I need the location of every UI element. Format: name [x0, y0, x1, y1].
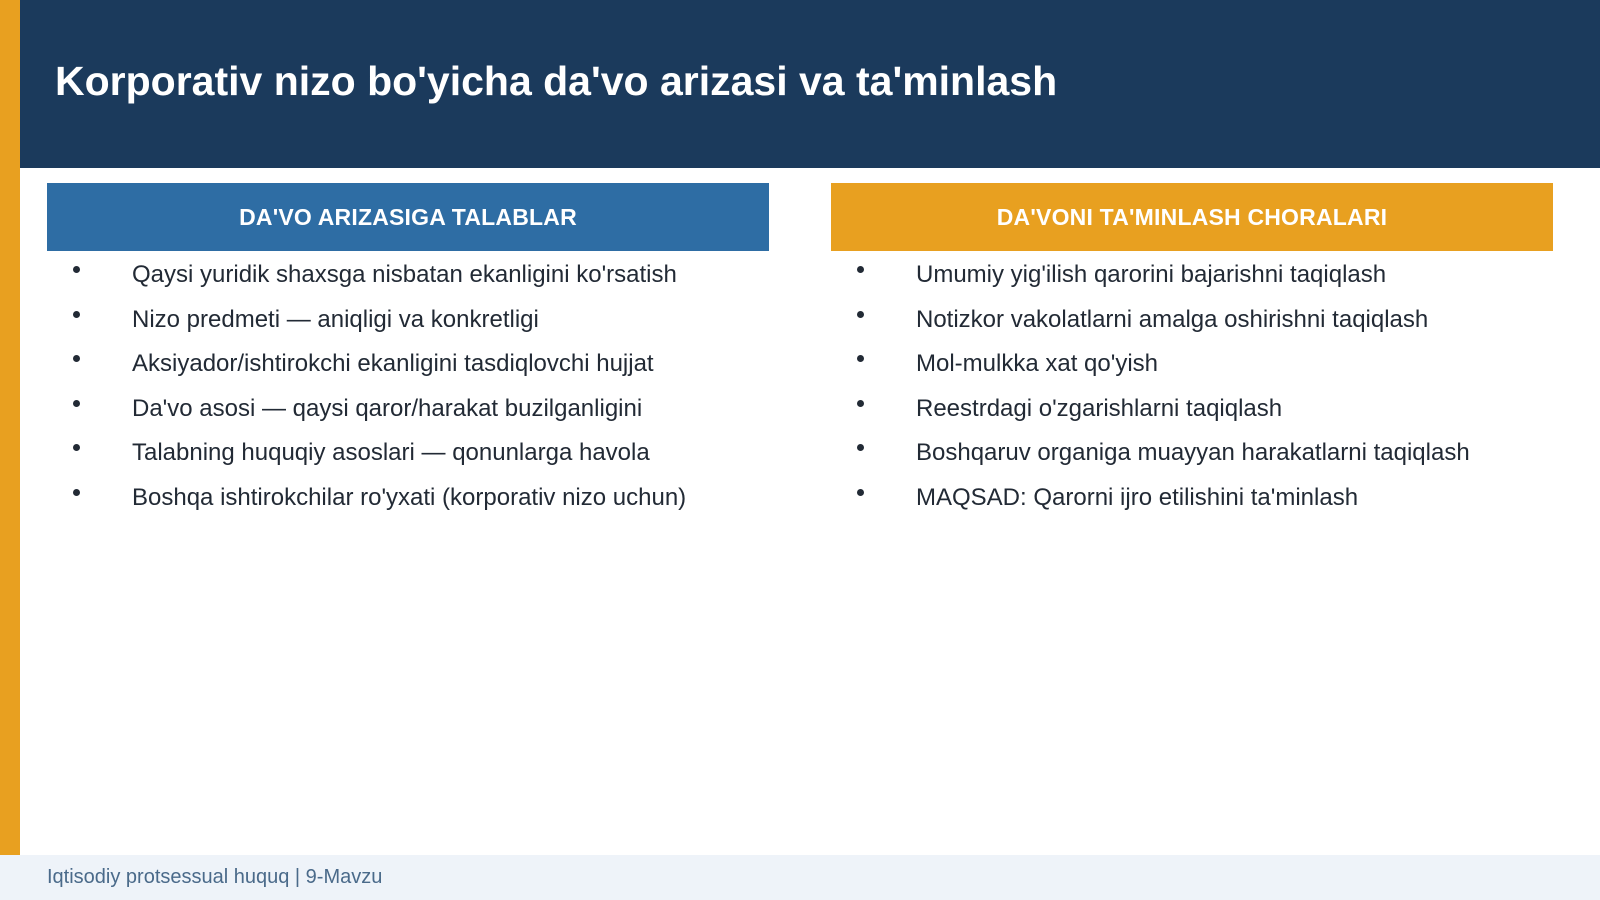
bullet-text: MAQSAD: Qarorni ijro etilishini ta'minlash: [916, 483, 1359, 511]
list-item: [47, 305, 769, 350]
bullet-icon: [73, 444, 80, 451]
right-column: [831, 183, 1553, 527]
bullet-text: Talabning huquqiy asoslari — qonunlarga havola: [132, 439, 650, 466]
bullet-icon: [857, 400, 864, 407]
right-column-header: DA'VONI TA'MINLASH CHORALARI: [831, 183, 1553, 251]
right-bullet-list: [831, 260, 1553, 527]
slide-title: Korporativ nizo bo'yicha da'vo arizasi va ta'minlash: [55, 58, 1058, 104]
bullet-icon: [857, 311, 864, 318]
list-item: [47, 394, 769, 439]
left-bullet-list: [47, 260, 769, 527]
bullet-text: Aksiyador/ishtirokchi ekanligini tasdiqlovchi hujjat: [132, 350, 654, 377]
bullet-icon: [73, 355, 80, 362]
bullet-text: Boshqa ishtirokchilar ro'yxati (korporativ nizo uchun): [132, 483, 687, 511]
bullet-text: Notizkor vakolatlarni amalga oshirishni taqiqlash: [916, 305, 1429, 333]
left-column-header: DA'VO ARIZASIGA TALABLAR: [47, 183, 769, 251]
bullet-icon: [73, 400, 80, 407]
bullet-icon: [73, 266, 80, 273]
bullet-text: Reestrdagi o'zgarishlarni taqiqlash: [916, 394, 1283, 422]
bullet-text: Da'vo asosi — qaysi qaror/harakat buzilganligini: [132, 394, 643, 422]
list-item: [831, 260, 1553, 305]
bullet-text: Mol-mulkka xat qo'yish: [916, 350, 1158, 377]
left-column: [47, 183, 769, 527]
list-item: [831, 394, 1553, 439]
slide-header: [20, 0, 1600, 168]
bullet-icon: [73, 311, 80, 318]
footer-text: Iqtisodiy protsessual huquq | 9-Mavzu: [47, 866, 383, 888]
list-item: [47, 349, 769, 394]
list-item: [47, 483, 769, 528]
slide-footer: [0, 855, 1600, 900]
list-item: [831, 349, 1553, 394]
bullet-text: Qaysi yuridik shaxsga nisbatan ekanligini ko'rsatish: [132, 261, 677, 288]
bullet-text: Umumiy yig'ilish qarorini bajarishni taqiqlash: [916, 261, 1387, 288]
bullet-icon: [73, 489, 80, 496]
bullet-icon: [857, 355, 864, 362]
list-item: [831, 438, 1553, 483]
list-item: [47, 260, 769, 305]
list-item: [831, 483, 1553, 528]
bullet-text: Nizo predmeti — aniqligi va konkretligi: [132, 305, 539, 333]
list-item: [831, 305, 1553, 350]
left-accent-bar: [0, 0, 20, 855]
list-item: [47, 438, 769, 483]
bullet-icon: [857, 489, 864, 496]
bullet-icon: [857, 444, 864, 451]
bullet-icon: [857, 266, 864, 273]
bullet-text: Boshqaruv organiga muayyan harakatlarni taqiqlash: [916, 439, 1470, 466]
